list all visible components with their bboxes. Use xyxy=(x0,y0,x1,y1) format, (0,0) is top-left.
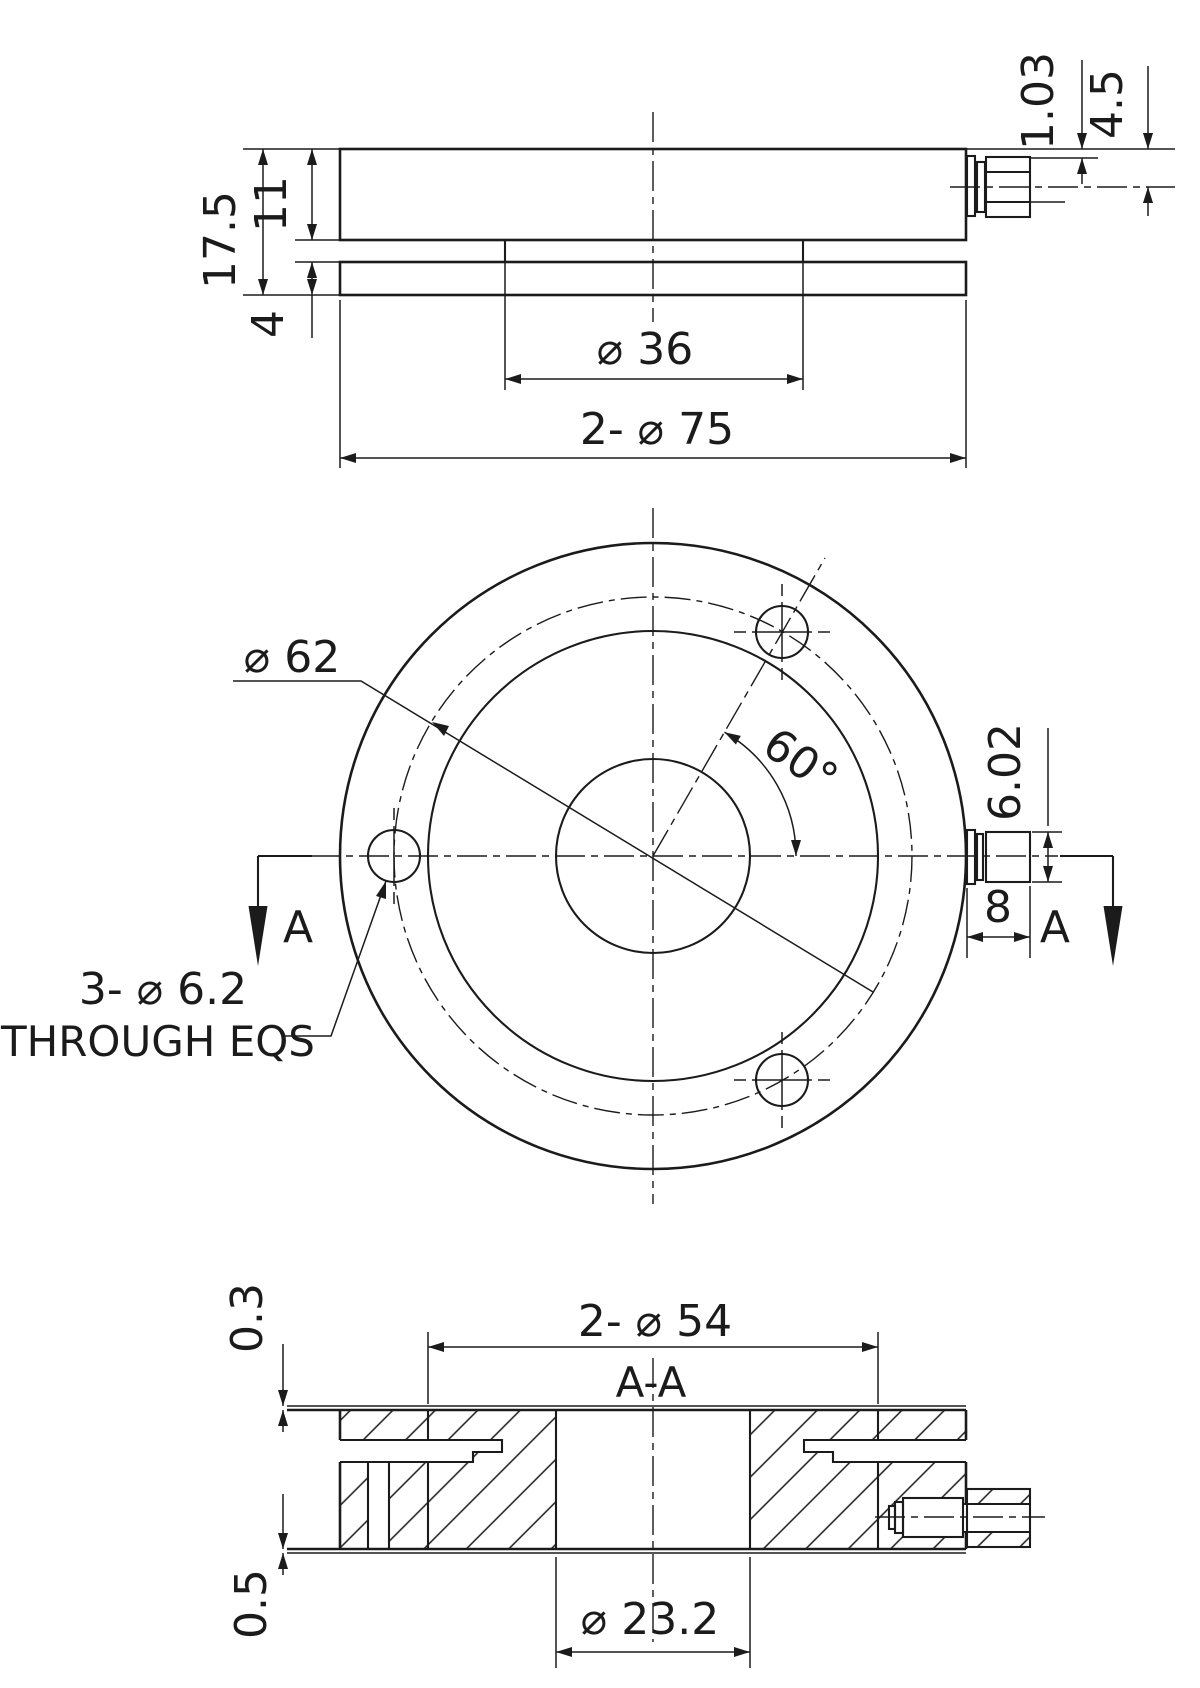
dim-d75-label: 2- ⌀ 75 xyxy=(579,404,735,455)
dim-top-web xyxy=(222,1283,283,1432)
connector-flange xyxy=(967,156,975,216)
section-connector-bore xyxy=(963,1504,1030,1532)
dim-connector-height xyxy=(980,723,1062,882)
dim-11-label: 11 xyxy=(246,176,297,232)
dim-bolt-circle xyxy=(233,632,873,992)
top-connector xyxy=(967,156,1098,217)
top-view xyxy=(195,52,1175,468)
section-marker-left xyxy=(249,856,314,966)
dim-0-5-label: 0.5 xyxy=(226,1569,277,1639)
dim-d36-label: ⌀ 36 xyxy=(596,324,694,375)
holes-callout-line2: THROUGH EQS xyxy=(1,1017,315,1066)
bolt-hole-top-right xyxy=(734,584,830,680)
holes-callout xyxy=(0,881,386,1066)
dim-bottom-web xyxy=(226,1494,283,1639)
dim-connector-length xyxy=(967,882,1030,958)
dim-upper-plate xyxy=(246,149,312,240)
dim-6-02-label: 6.02 xyxy=(980,723,1031,821)
dim-4-label: 4 xyxy=(243,310,294,338)
holes-callout-line1: 3- ⌀ 6.2 xyxy=(78,964,248,1015)
dim-d54-label: 2- ⌀ 54 xyxy=(577,1296,733,1347)
section-view xyxy=(222,1283,1045,1668)
front-connector xyxy=(967,830,1030,884)
dim-d62-label: ⌀ 62 xyxy=(243,632,341,683)
section-channel-left xyxy=(368,1462,389,1549)
section-label-left: A xyxy=(283,902,314,953)
dim-lower-plate xyxy=(243,262,312,338)
dim-plates-dia xyxy=(340,404,966,458)
dim-1-03-label: 1.03 xyxy=(1013,52,1064,150)
section-marker-right xyxy=(1040,856,1123,966)
bolt-hole-bottom-right xyxy=(734,1032,830,1128)
dim-60-label: 60° xyxy=(753,718,847,805)
holes-callout-arrowhead xyxy=(376,881,386,899)
dim-0-3-label: 0.3 xyxy=(222,1283,273,1353)
section-arrow-right xyxy=(1104,906,1123,966)
dim-connector-offset xyxy=(1013,52,1082,184)
dim-connector-center xyxy=(1082,66,1148,216)
front-view xyxy=(0,508,1122,1204)
d62-arrowhead xyxy=(432,722,449,736)
dim-d23-label: ⌀ 23.2 xyxy=(580,1594,720,1645)
dim-17-5-label: 17.5 xyxy=(195,191,246,289)
dim-8-label: 8 xyxy=(984,882,1012,933)
section-label-right: A xyxy=(1039,902,1070,953)
dim-boss-dia xyxy=(505,324,803,379)
dim-angle-60 xyxy=(725,718,847,856)
dim-4-5-label: 4.5 xyxy=(1082,69,1133,139)
section-title: A-A xyxy=(615,1358,687,1407)
section-arrow-left xyxy=(249,906,268,966)
